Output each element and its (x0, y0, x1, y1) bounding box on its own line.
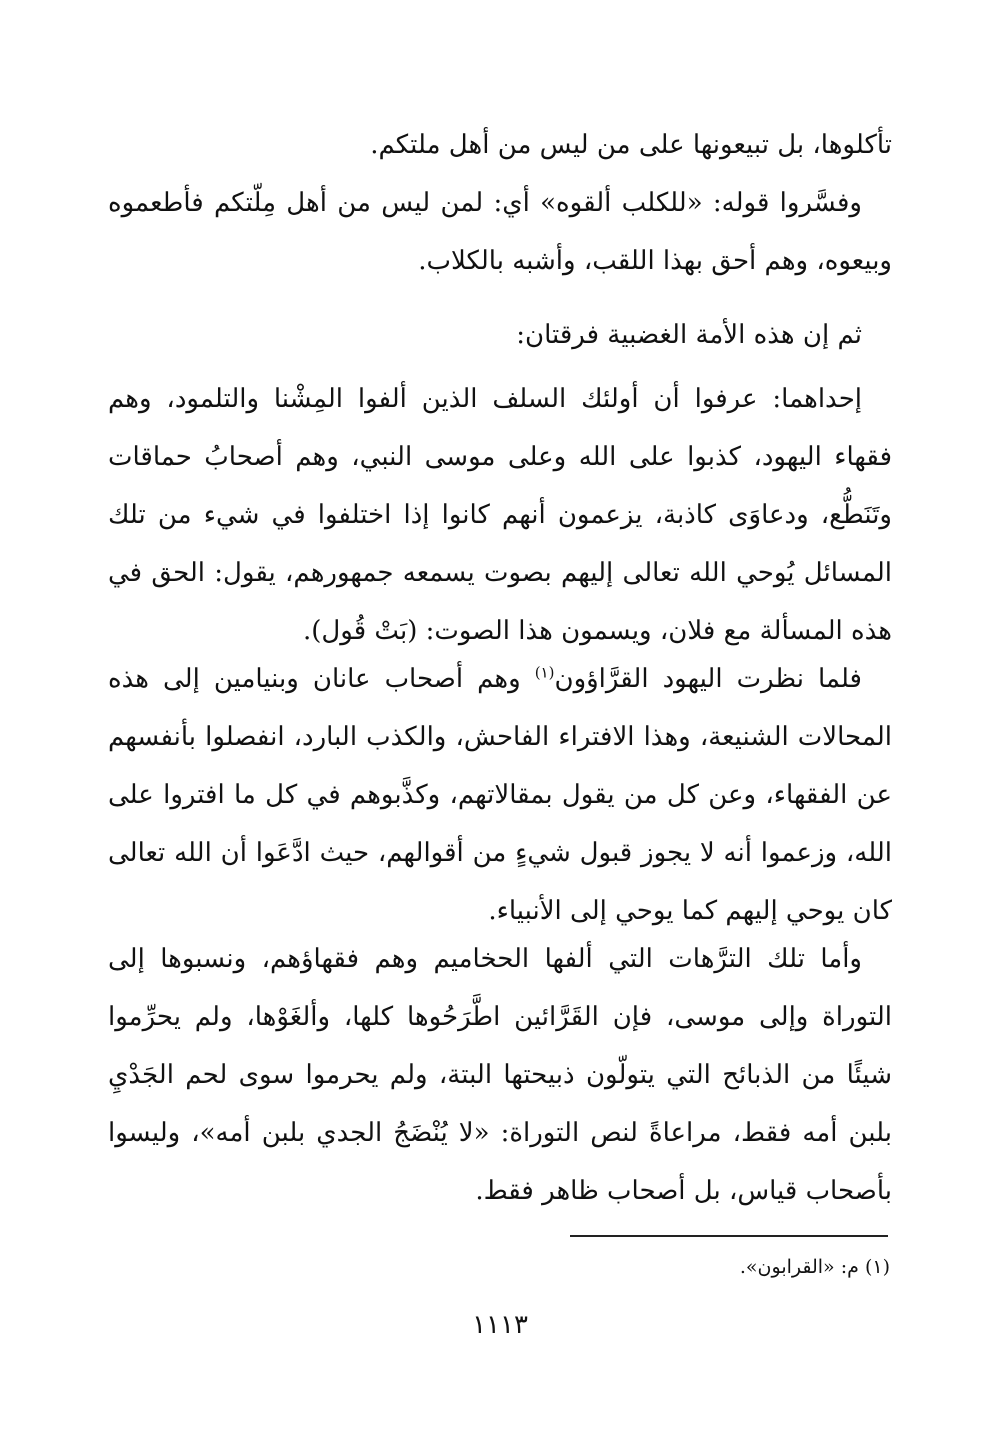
paragraph-text (108, 650, 892, 940)
paragraph-interpretation (108, 174, 892, 290)
paragraph-text: وفسَّروا قوله: «للكلب ألقوه» أي: لمن ليس من أهل مِلّتكم فأطعموه وبيعوه، وهم أحق بهذا اللقب، وأشبه بالكلاب. (108, 188, 892, 276)
footnote-marker: (١) (864, 1256, 890, 1278)
paragraph-karaites (108, 650, 892, 940)
page-number: ١١١٣ (472, 1310, 528, 1340)
footnote-reference: (١) (534, 663, 555, 682)
paragraph-text: وأما تلك الترَّهات التي ألفها الحخاميم وهم فقهاؤهم، ونسبوها إلى التوراة وإلى موسى، فإن القَرَّائين اطَّرَحُوها كلها، وألغَوْها، ولم يحرِّموا شيئًا من الذبائح التي يتولّون ذبيحتها البتة، ولم يحرموا سوى لحم الجَدْيِ بلبن أمه فقط، مراعاةً لنص التوراة: «لا يُنْضَجُ الجدي بلبن أمه»، وليسوا بأصحاب قياس، بل أصحاب ظاهر فقط. (108, 944, 892, 1206)
footnote (560, 1252, 890, 1282)
paragraph-text-end: وهم أصحاب عانان وبنيامين إلى هذه المحالات الشنيعة، وهذا الافتراء الفاحش، والكذب البارد، انفصلوا بأنفسهم عن الفقهاء، وعن كل من يقول بمقالاتهم، وكذَّبوهم في كل ما افتروا على الله، وزعموا أنه لا يجوز قبول شيءٍ من أقوالهم، حيث ادَّعَوا أن الله تعالى كان يوحي إليهم كما يوحي إلى الأنبياء. (108, 664, 892, 926)
paragraph-text-start: فلما نظرت اليهود القرَّاؤون (554, 664, 862, 694)
paragraph-first-group (108, 370, 892, 660)
paragraph-text: إحداهما: عرفوا أن أولئك السلف الذين ألفوا المِشْنا والتلمود، وهم فقهاء اليهود، كذبوا على الله وعلى موسى النبي، وهم أصحابُ حماقات وتَنَطُّع، ودعاوَى كاذبة، يزعمون أنهم كانوا إذا اختلفوا في شيء من تلك المسائل يُوحي الله تعالى إليهم بصوت يسمعه جمهورهم، يقول: الحق في هذه المسألة مع فلان، ويسمون هذا الصوت: (بَتْ قُول). (108, 384, 892, 646)
paragraph-continuation (108, 116, 892, 174)
paragraph-text: تأكلوها، بل تبيعونها على من ليس من أهل ملتكم. (370, 130, 892, 160)
paragraph-text: ثم إن هذه الأمة الغضبية فرقتان: (516, 320, 862, 350)
paragraph-two-groups (108, 306, 892, 364)
footnote-divider (570, 1235, 888, 1237)
footnote-text: م: «القرابون». (739, 1256, 859, 1278)
paragraph-rabbinic-rules (108, 930, 892, 1220)
